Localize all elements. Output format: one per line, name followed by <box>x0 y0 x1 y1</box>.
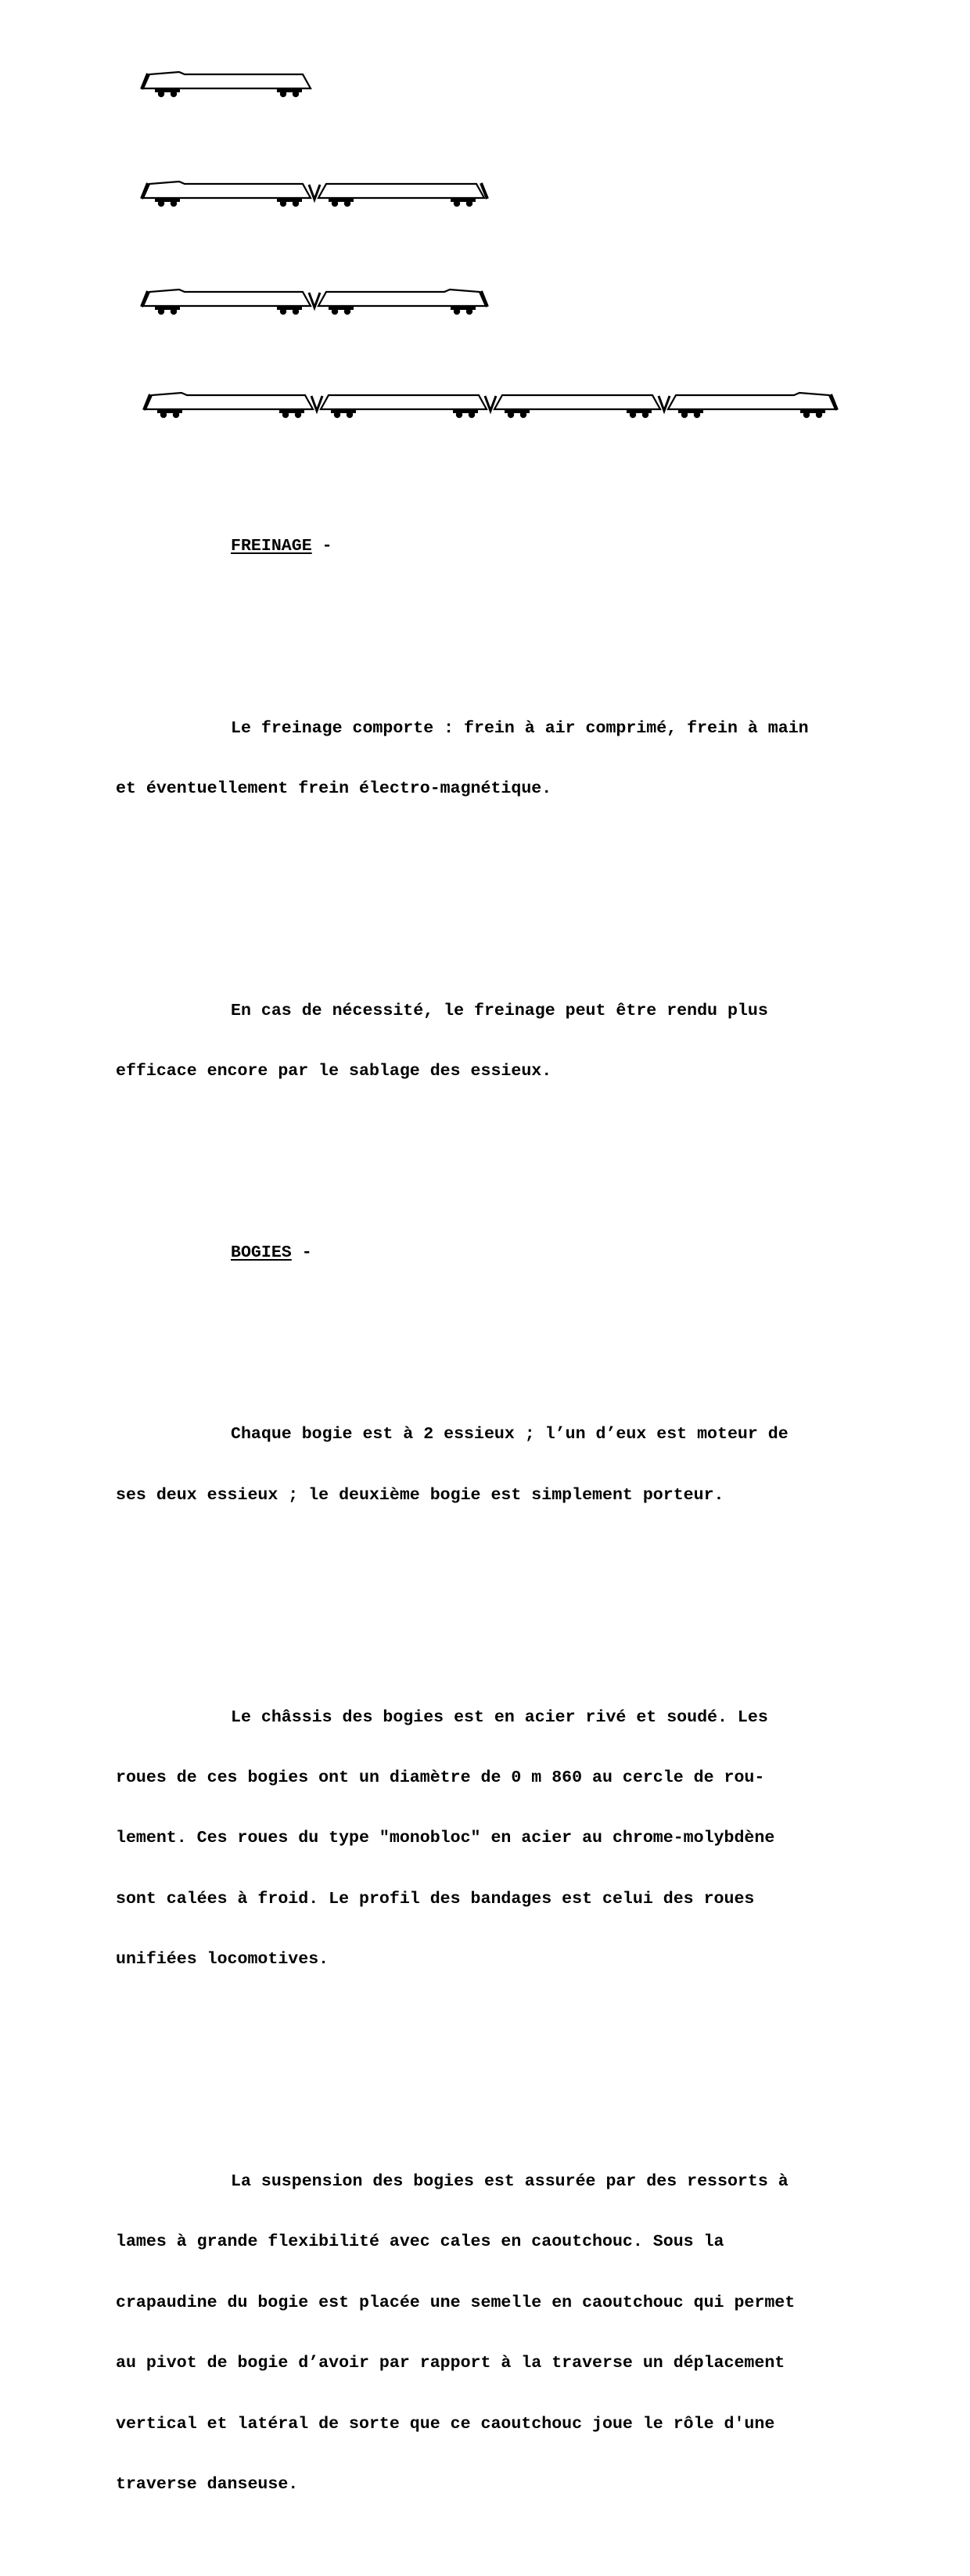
text-line: sont calées à froid. Le profil des bandages est celui des roues <box>116 1889 755 1909</box>
railcar-middle <box>321 395 487 418</box>
text-line: ses deux essieux ; le deuxième bogie est simplement porteur. <box>116 1485 724 1505</box>
text-line: au pivot de bogie d’avoir par rapport à la traverse un déplacement <box>116 2354 785 2373</box>
railcar-head-left <box>142 290 311 315</box>
railcar-tail-right <box>318 183 487 207</box>
train-diagrams <box>0 0 970 438</box>
railcar-head-left <box>144 393 313 418</box>
text-line: roues de ces bogies ont un diamètre de 0 m 860 au cercle de rou- <box>116 1768 765 1787</box>
text-line: Chaque bogie est à 2 essieux ; l’un d’eux est moteur de <box>231 1425 789 1445</box>
text-line: Le freinage comporte : frein à air comprimé, frein à main <box>231 718 809 738</box>
text-line: crapaudine du bogie est placée une semelle en caoutchouc qui permet <box>116 2293 796 2312</box>
text-line: lames à grande flexibilité avec cales en caoutchouc. Sous la <box>116 2232 724 2252</box>
railcar-head-left <box>142 182 311 207</box>
railcar-head-right <box>668 393 837 418</box>
railcar-composition-figure <box>0 0 970 438</box>
text-line: La suspension des bogies est assurée par des ressorts à <box>231 2171 789 2191</box>
heading-bogies-title: BOGIES <box>231 1243 292 1263</box>
heading-bogies-dash: - <box>291 1243 312 1263</box>
railcar-middle <box>494 395 660 418</box>
document-body <box>116 477 867 2576</box>
freinage-paragraph-1 <box>116 678 867 840</box>
text-line: unifiées locomotives. <box>116 1950 329 1970</box>
railcar-head-left <box>142 72 311 97</box>
text-line: efficace encore par le sablage des essieux. <box>116 1062 552 1081</box>
heading-bogies <box>116 1243 867 1264</box>
text-line: En cas de nécessité, le freinage peut être rendu plus <box>231 1001 768 1020</box>
heading-freinage <box>116 537 867 557</box>
railcar-head-right <box>318 290 487 315</box>
bogies-paragraph-2 <box>116 1668 867 2011</box>
text-line: et éventuellement frein électro-magnétique. <box>116 779 552 798</box>
bogies-paragraph-3 <box>116 2132 867 2535</box>
text-line: lement. Ces roues du type "monobloc" en acier au chrome-molybdène <box>116 1829 775 1848</box>
text-line: Le châssis des bogies est en acier rivé et soudé. Les <box>231 1707 768 1727</box>
text-line: traverse danseuse. <box>116 2474 299 2494</box>
heading-freinage-dash: - <box>311 537 332 556</box>
heading-freinage-title: FREINAGE <box>231 537 312 556</box>
text-line: vertical et latéral de sorte que ce caoutchouc joue le rôle d'une <box>116 2414 775 2434</box>
freinage-paragraph-2 <box>116 961 867 1122</box>
bogies-paragraph-1 <box>116 1385 867 1546</box>
